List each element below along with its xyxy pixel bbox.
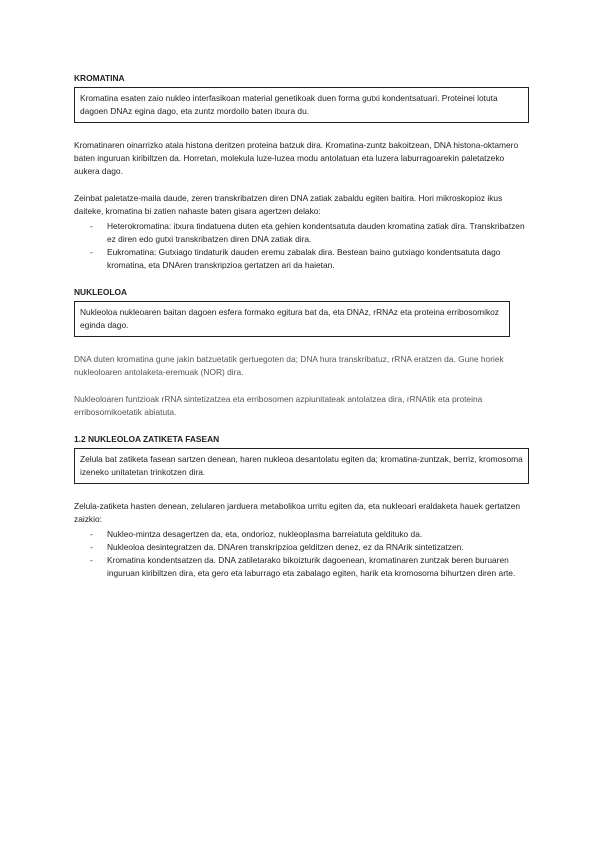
section-kromatina: [74, 72, 530, 272]
section-nukleoloa: [74, 286, 530, 419]
heading-zatiketa: 1.2 NUKLEOLOA ZATIKETA FASEAN: [74, 434, 220, 444]
paragraph-zatiketa-1: Zelula-zatiketa hasten denean, zelularen jarduera metabolikoa urritu egiten da, eta nukleoari eraldaketa hauek gertatzen zaizkio:: [74, 501, 521, 524]
list-zatiketa: [74, 528, 530, 580]
section-zatiketa: [74, 433, 530, 580]
list-item: - Kromatina kondentsatzen da. DNA zatiletarako bikoizturik dagoenean, kromatinaren zuntzak beren buruaren inguruan kiribiltzen dira, eta gero eta laburrago eta zabalago egiten, harik eta kromosoma bihurtzen diren arte.: [90, 555, 516, 578]
list-item: - Nukleo-mintza desagertzen da, eta, ondorioz, nukleoplasma barreiatuta geldituko da.: [90, 529, 423, 539]
bullet-dash: -: [90, 247, 93, 257]
bullet-dash: -: [90, 529, 93, 539]
bullet-dash: -: [90, 542, 93, 552]
bullet-dash: -: [90, 555, 93, 565]
paragraph-nukleoloa-1: DNA duten kromatina gune jakin batzuetatik gertuegoten da; DNA hura transkribatuz, rRNA eratzen da. Gune horiek nukleoloaren antolaketa-eremuak (NOR) dira.: [74, 354, 504, 377]
paragraph-kromatina-1: Kromatinaren oinarrizko atala histona deritzen proteina batzuk dira. Kromatina-zuntz bakoitzean, DNA histona-oktamero baten inguruan kiribiltzen da. Horretan, molekula luze-luzea modu antolatuan eta luzera laburragoarekin paletatzeko aukera dago.: [74, 140, 519, 176]
definition-box-zatiketa: Zelula bat zatiketa fasean sartzen denean, haren nukleoa desantolatu egiten da; kromatina-zuntzak, berriz, kromosoma izeneko unitatetan trinkotzen dira.: [74, 448, 529, 484]
list-kromatina: [74, 220, 530, 272]
bullet-dash: -: [90, 221, 93, 231]
list-item: - Eukromatina: Gutxiago tindaturik dauden eremu zabalak dira. Bestean baino gutxiago kondentsatuta dago kromatina, eta DNAren transkripzioa gertatzen ari da haietan.: [90, 247, 501, 270]
heading-nukleoloa: NUKLEOLOA: [74, 287, 128, 297]
paragraph-nukleoloa-2: Nukleoloaren funtzioak rRNA sintetizatzea eta erribosomen azpiunitateak antolatzea dira, rRNAtik eta proteina erribosomikoetatik abiatuta.: [74, 394, 483, 417]
definition-box-kromatina: Kromatina esaten zaio nukleo interfasikoan material genetikoak duen forma gutxi kondentsatuari. Proteinei lotuta dagoen DNAz egina dago, eta zuntz mordoilo baten itxura du.: [74, 87, 529, 123]
list-item: - Nukleoloa desintegratzen da. DNAren transkripzioa gelditzen denez, ez da RNArik sintetizatzen.: [90, 542, 464, 552]
document-page: [74, 72, 530, 594]
list-item: - Heterokromatina: itxura tindatuena duten eta gehien kondentsatuta dauden kromatina zatiak dira. Transkribatzen ez diren edo gutxi transkribatzen diren DNA zatiak dira.: [90, 221, 525, 244]
paragraph-kromatina-2: Zeinbat paletatze-maila daude, zeren transkribatzen diren DNA zatiak zabaldu egiten baitira. Hori mikroskopioz ikus daiteke, kromatina bi zatien nahaste baten gisara agertzen delako:: [74, 193, 503, 216]
heading-kromatina: KROMATINA: [74, 73, 125, 83]
definition-box-nukleoloa: Nukleoloa nukleoaren baitan dagoen esfera formako egitura bat da, eta DNAz, rRNAz eta proteina erribosomikoz egindа dago.: [74, 301, 510, 337]
